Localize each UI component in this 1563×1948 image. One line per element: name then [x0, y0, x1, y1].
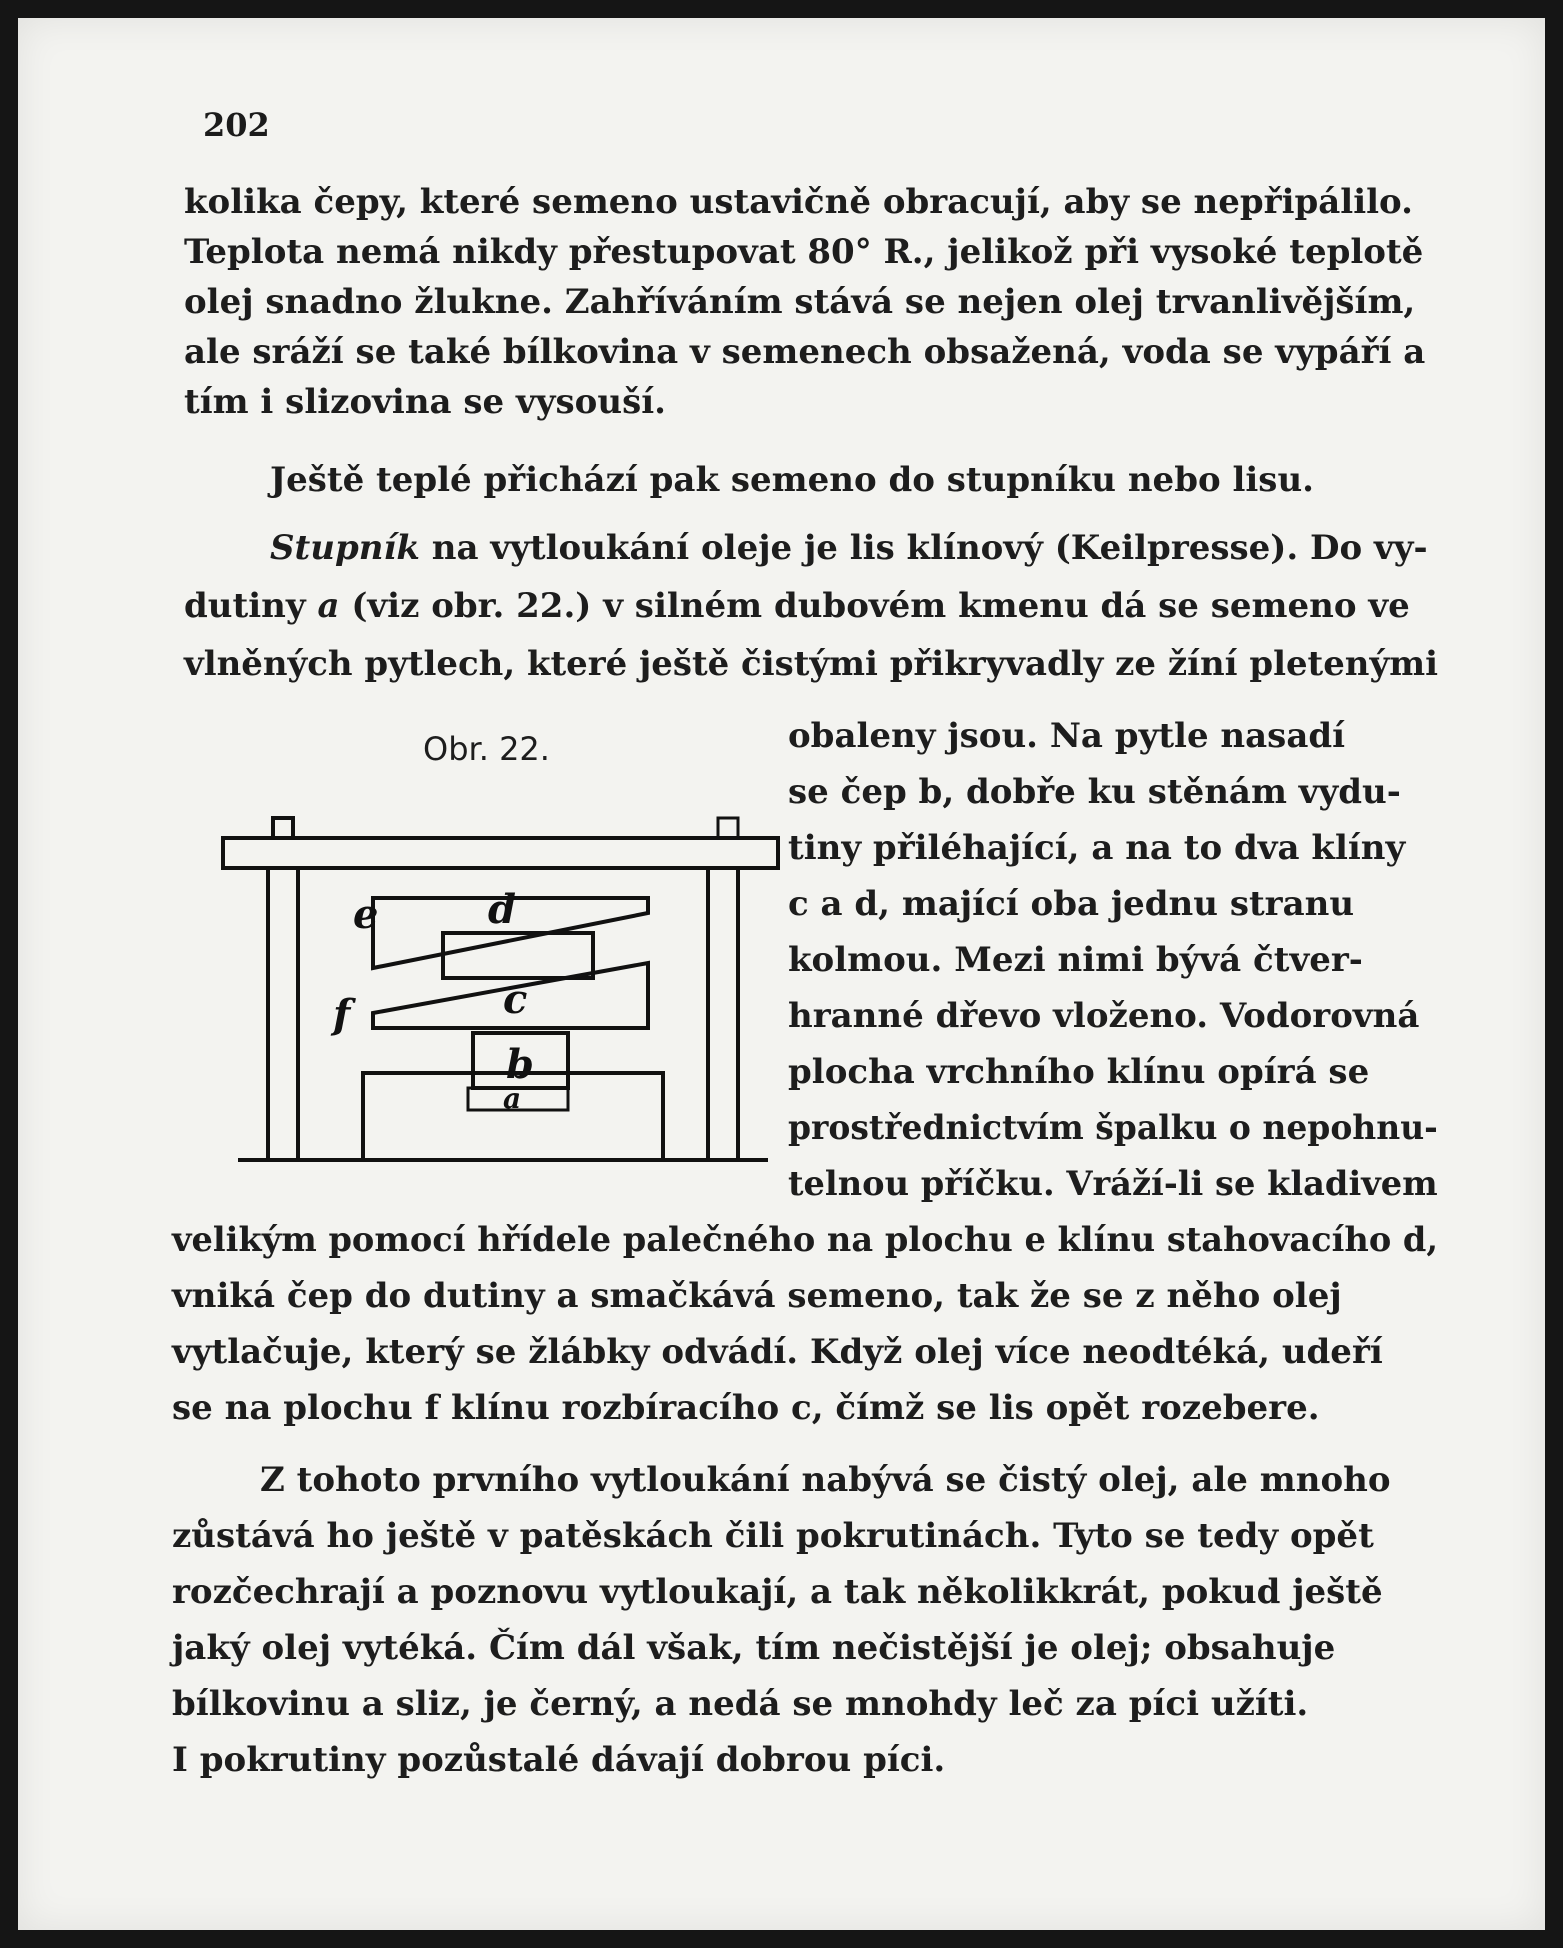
text-line — [172, 1570, 1383, 1614]
text-line-content: na vytloukání oleje je lis klínový (Keilpresse). Do vy- — [431, 528, 1428, 568]
text-line — [788, 1106, 1438, 1150]
text-line — [172, 1386, 1320, 1430]
wedge-press-figure — [218, 798, 788, 1178]
label-d: d — [488, 886, 516, 933]
beam-peg — [718, 818, 738, 838]
text-line — [172, 1330, 1383, 1374]
text-line — [270, 458, 1314, 502]
text-line-content: (viz obr. 22.) v silném dubovém kmenu dá se semeno ve — [351, 586, 1410, 626]
text-line-content: obaleny jsou. Na pytle nasadí — [788, 716, 1346, 756]
text-line-content: dutiny — [184, 586, 306, 626]
text-line-content: vniká čep do dutiny a smačkává semeno, tak že se z něho olej — [172, 1276, 1342, 1316]
text-line — [788, 938, 1363, 982]
text-line — [172, 1626, 1335, 1670]
text-line — [184, 380, 666, 424]
text-line-content: telnou příčku. Vráží-li se kladivem — [788, 1164, 1438, 1204]
text-line — [184, 642, 1438, 686]
text-line — [184, 584, 1410, 628]
label-e: e — [353, 891, 379, 938]
figure-ref-a: a — [317, 586, 340, 626]
text-line-content: tiny přiléhající, a na to dva klíny — [788, 828, 1406, 868]
text-line — [172, 1218, 1438, 1262]
figure-caption: Obr. 22. — [423, 730, 550, 768]
text-line — [788, 882, 1354, 926]
text-line-content: velikým pomocí hřídele palečného na plochu e klínu stahovacího d, — [172, 1220, 1439, 1260]
term-stupnik: Stupník — [270, 528, 420, 568]
text-line — [184, 180, 1434, 224]
text-line-content: zůstává ho ještě v patěskách čili pokrutinách. Tyto se tedy opět — [172, 1516, 1374, 1556]
text-line — [788, 770, 1401, 814]
text-line-content: Ještě teplé přichází pak semeno do stupníku nebo lisu. — [270, 460, 1315, 500]
text-line-content: vlněných pytlech, které ještě čistými přikryvadly ze žíní pletenými — [184, 644, 1439, 684]
text-line-content: c a d, mající oba jednu stranu — [788, 884, 1355, 924]
text-line-content: Z tohoto prvního vytloukání nabývá se čistý olej, ale mnoho — [260, 1460, 1391, 1500]
text-line — [172, 1682, 1308, 1726]
text-line-content: jaký olej vytéká. Čím dál však, tím nečistější je olej; obsahuje — [172, 1628, 1336, 1668]
beam-peg — [273, 818, 293, 838]
text-line — [788, 714, 1345, 758]
top-beam — [223, 838, 778, 868]
text-line-content: Teplota nemá nikdy přestupovat 80° R., jelikož při vysoké teplotě — [184, 232, 1424, 272]
page-number: 202 — [203, 106, 270, 144]
text-line — [172, 1514, 1374, 1558]
label-b: b — [506, 1041, 534, 1088]
text-line — [270, 526, 1428, 570]
text-line-content: olej snadno žlukne. Zahříváním stává se nejen olej trvanlivějším, — [184, 282, 1416, 322]
text-line — [788, 1162, 1438, 1206]
text-line-content: prostřednictvím špalku o nepohnu- — [788, 1108, 1438, 1148]
text-line-content: kolika čepy, které semeno ustavičně obracují, aby se nepřipálilo. — [184, 182, 1413, 222]
wedge-press-diagram — [218, 798, 788, 1178]
text-line-content: se čep b, dobře ku stěnám vydu- — [788, 772, 1401, 812]
text-line — [184, 330, 1425, 374]
text-line — [172, 1738, 945, 1782]
text-line-content: rozčechrají a poznovu vytloukají, a tak několikkrát, pokud ještě — [172, 1572, 1383, 1612]
text-line — [260, 1458, 1391, 1502]
text-line-content: kolmou. Mezi nimi bývá čtver- — [788, 940, 1363, 980]
text-line-content: plocha vrchního klínu opírá se — [788, 1052, 1370, 1092]
text-line-content: hranné dřevo vloženo. Vodorovná — [788, 996, 1420, 1036]
text-line — [788, 826, 1405, 870]
text-line — [788, 1050, 1369, 1094]
book-page — [18, 18, 1545, 1930]
text-line-content: ale sráží se také bílkovina v semenech obsažená, voda se vypáří a — [184, 332, 1426, 372]
text-line-content: I pokrutiny pozůstalé dávají dobrou píci. — [172, 1740, 946, 1780]
label-a: a — [503, 1082, 522, 1115]
text-line-content: bílkovinu a sliz, je černý, a nedá se mnohdy leč za píci užíti. — [172, 1684, 1309, 1724]
text-line — [184, 280, 1415, 324]
text-line — [184, 230, 1423, 274]
text-line-content: tím i slizovina se vysouší. — [184, 382, 666, 422]
text-line — [172, 1274, 1342, 1318]
label-f: f — [333, 991, 351, 1038]
label-c: c — [503, 976, 528, 1023]
text-line-content: se na plochu f klínu rozbíracího c, čímž se lis opět rozebere. — [172, 1388, 1320, 1428]
text-line — [788, 994, 1419, 1038]
text-line-content: vytlačuje, který se žlábky odvádí. Když olej více neodtéká, udeří — [172, 1332, 1383, 1372]
